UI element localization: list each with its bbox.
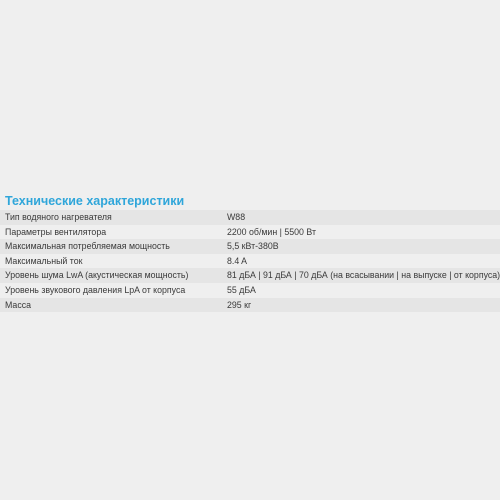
- table-row: [0, 283, 500, 298]
- spec-label: Максимальный ток: [5, 255, 83, 266]
- spec-value: 5,5 кВт-380В: [227, 241, 279, 252]
- spec-value: 8.4 A: [227, 255, 248, 266]
- spec-label: Параметры вентилятора: [5, 226, 107, 237]
- specs-title: Технические характеристики: [5, 194, 185, 208]
- table-row: [0, 225, 500, 240]
- spec-value: 2200 об/мин | 5500 Вт: [227, 226, 316, 237]
- spec-label: Тип водяного нагревателя: [5, 212, 112, 222]
- spec-label: Масса: [5, 299, 32, 310]
- table-row: [0, 298, 500, 313]
- spec-value: W88: [227, 212, 246, 222]
- table-row: [0, 210, 500, 225]
- spec-label: Уровень шума LwA (акустическая мощность): [5, 270, 189, 281]
- spec-label: Уровень звукового давления LpA от корпуса: [5, 284, 186, 295]
- spec-label: Максимальная потребляемая мощность: [5, 241, 170, 252]
- table-row: [0, 254, 500, 269]
- spec-table: [0, 210, 500, 312]
- spec-value: 81 дБА | 91 дБА | 70 дБА (на всасывании | на выпуске | от корпуса): [227, 270, 500, 281]
- spec-value: 295 кг: [227, 299, 252, 310]
- spec-value: 55 дБА: [227, 284, 256, 295]
- table-row: [0, 239, 500, 254]
- table-row: [0, 268, 500, 283]
- specs-section: [0, 192, 500, 312]
